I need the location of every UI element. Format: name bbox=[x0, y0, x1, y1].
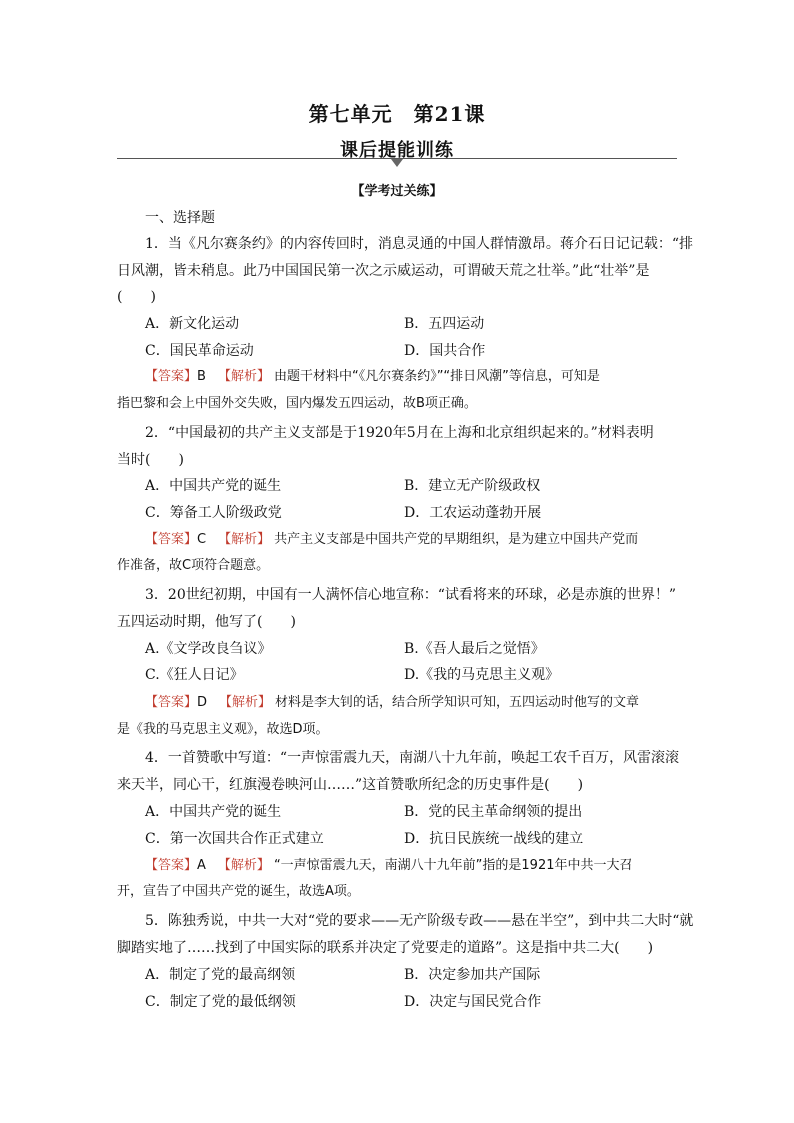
q2-option-d: D．工农运动蓬勃开展 bbox=[404, 505, 542, 521]
q1-option-c: C．国民革命运动 bbox=[145, 343, 254, 359]
q3-option-a: A.《文学改良刍议》 bbox=[145, 641, 272, 657]
q5-option-d: D．决定与国民党合作 bbox=[404, 994, 542, 1010]
q2-stem-line-2: 当时( ) bbox=[117, 452, 184, 468]
q1-option-a: A．新文化运动 bbox=[145, 316, 240, 332]
q4-answer-tag: 【答案】 bbox=[145, 858, 198, 873]
q1-stem-line-1: 1．当《凡尔赛条约》的内容传回时，消息灵通的中国人群情激昂。蒋介石日记记载：“排 bbox=[145, 236, 694, 252]
q5-stem-line-2: 脚踏实地了……找到了中国实际的联系并决定了党要走的道路”。这是指中共二大( ) bbox=[117, 940, 654, 956]
q4-stem-line-2: 来天半，同心干，红旗漫卷映河山……”这首赞歌所纪念的历史事件是( ) bbox=[117, 777, 584, 793]
q2-analysis-tag: 【解析】 bbox=[218, 532, 271, 547]
q3-stem-line-2: 五四运动时期，他写了( ) bbox=[117, 614, 296, 630]
q5-option-a: A．制定了党的最高纲领 bbox=[145, 967, 296, 983]
q1-option-b: B．五四运动 bbox=[404, 316, 485, 332]
q4-option-a: A．中国共产党的诞生 bbox=[145, 804, 282, 820]
q4-analysis-2: 开，宣告了中国共产党的诞生，故选A项。 bbox=[117, 884, 360, 899]
q1-stem-line-2: 日风潮，皆未稍息。此乃中国国民第一次之示威运动，可谓破天荒之壮举。”此“壮举”是 bbox=[117, 263, 650, 279]
q5-option-b: B．决定参加共产国际 bbox=[404, 967, 541, 983]
section-label: 【学考过关练】 bbox=[351, 184, 443, 199]
q1-analysis-1: 由题干材料中“《凡尔赛条约》”“排日风潮”等信息，可知是 bbox=[273, 369, 600, 384]
q4-answer-line bbox=[145, 853, 677, 879]
q1-analysis-2: 指巴黎和会上中国外交失败，国内爆发五四运动，故B项正确。 bbox=[117, 396, 477, 411]
q2-answer-line bbox=[145, 527, 677, 553]
q4-analysis-tag: 【解析】 bbox=[217, 858, 270, 873]
q3-analysis-1: 材料是李大钊的话，结合所学知识可知，五四运动时他写的文章 bbox=[275, 695, 640, 710]
q2-option-b: B．建立无产阶级政权 bbox=[404, 478, 541, 494]
q2-analysis-1: 共产主义支部是中国共产党的早期组织，是为建立中国共产党而 bbox=[274, 532, 639, 547]
q3-analysis-tag: 【解析】 bbox=[219, 695, 272, 710]
q3-answer: D bbox=[197, 695, 208, 710]
q5-stem-line-1: 5．陈独秀说，中共一大对“党的要求——无产阶级专政——悬在半空”，到中共二大时“就 bbox=[145, 913, 694, 929]
q3-answer-line bbox=[145, 690, 677, 716]
q4-option-b: B．党的民主革命纲领的提出 bbox=[404, 804, 583, 820]
q4-analysis-1: “一声惊雷震九天，南湖八十九年前”指的是1921年中共一大召 bbox=[273, 858, 633, 873]
q1-stem-line-3: ( ) bbox=[117, 289, 156, 305]
q1-option-d: D．国共合作 bbox=[404, 343, 486, 359]
q1-analysis-tag: 【解析】 bbox=[217, 369, 270, 384]
q4-answer: A bbox=[197, 858, 206, 873]
q3-option-c: C.《狂人日记》 bbox=[145, 667, 244, 683]
q4-option-d: D．抗日民族统一战线的建立 bbox=[404, 831, 584, 847]
page-subtitle: 课后提能训练 bbox=[340, 140, 454, 161]
q1-answer-tag: 【答案】 bbox=[145, 369, 198, 384]
q4-stem-line-1: 4．一首赞歌中写道：“一声惊雷震九天，南湖八十九年前，唤起工农千百万，风雷滚滚 bbox=[145, 750, 680, 766]
q2-stem-line-1: 2．“中国最初的共产主义支部是于1920年5月在上海和北京组织起来的。”材料表明 bbox=[145, 425, 654, 441]
q1-answer: B bbox=[197, 369, 206, 384]
q3-stem-line-1: 3．20世纪初期，中国有一人满怀信心地宣称：“试看将来的环球，必是赤旗的世界！” bbox=[145, 587, 677, 603]
q1-answer-line bbox=[145, 364, 677, 390]
q3-option-d: D.《我的马克思主义观》 bbox=[404, 667, 560, 683]
q2-answer: C bbox=[197, 532, 207, 547]
q3-answer-tag: 【答案】 bbox=[145, 695, 198, 710]
q2-option-a: A．中国共产党的诞生 bbox=[145, 478, 282, 494]
q3-option-b: B.《吾人最后之觉悟》 bbox=[404, 641, 545, 657]
question-type-heading: 一、选择题 bbox=[145, 210, 215, 226]
q2-option-c: C．筹备工人阶级政党 bbox=[145, 505, 282, 521]
divider-arrow-icon bbox=[391, 159, 403, 167]
q2-answer-tag: 【答案】 bbox=[145, 532, 198, 547]
page-title: 第七单元 第21课 bbox=[308, 102, 486, 126]
q4-option-c: C．第一次国共合作正式建立 bbox=[145, 831, 324, 847]
q3-analysis-2: 是《我的马克思主义观》，故选D项。 bbox=[117, 722, 329, 737]
q2-analysis-2: 作准备，故C项符合题意。 bbox=[117, 558, 270, 573]
q5-option-c: C．制定了党的最低纲领 bbox=[145, 994, 296, 1010]
